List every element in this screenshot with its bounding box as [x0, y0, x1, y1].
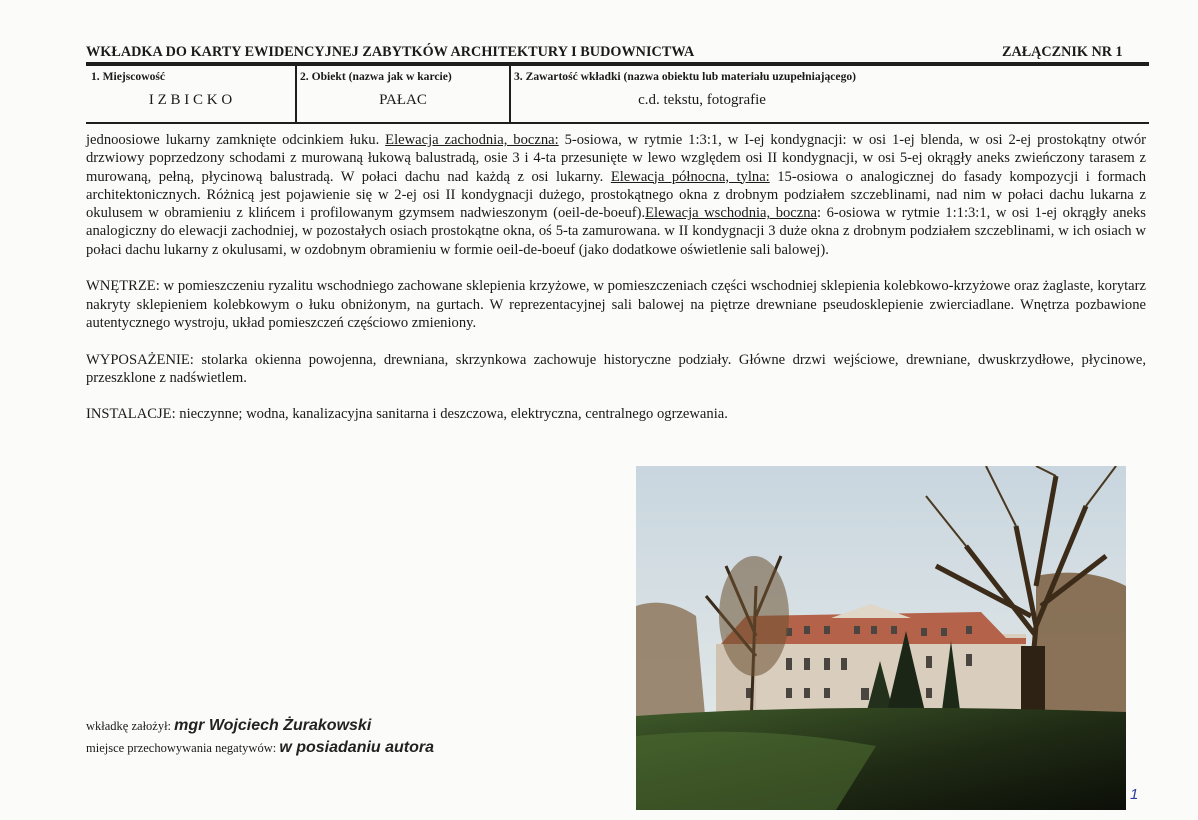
annex-number: ZAŁĄCZNIK NR 1 [1002, 44, 1123, 60]
field-object-value: PAŁAC [379, 92, 427, 108]
negatives-value: w posiadaniu autora [279, 739, 435, 756]
paragraph-installations: INSTALACJE: nieczynne; wodna, kanalizacyjna sanitarna i deszczowa, elektryczna, centralnego ogrzewania. [86, 406, 728, 423]
heading-west-elevation: Elewacja zachodnia, boczna: [385, 132, 559, 148]
field-location-label: 1. Miejscowość [91, 70, 166, 83]
author-label: wkładkę założył: [86, 719, 175, 733]
description-text [86, 131, 1146, 442]
column-divider-1 [295, 64, 297, 123]
footer-credits [86, 715, 434, 759]
paragraph-elevations [86, 131, 1146, 259]
document-title: WKŁADKA DO KARTY EWIDENCYJNEJ ZABYTKÓW ARCHITEKTURY I BUDOWNICTWA [86, 44, 695, 60]
text-run: 5-osiowa, w rytmie 1:3:1, w I-ej kondygnacji: w osi 1-ej blenda, w osi 2-ej prostokątny otwór drzwiowy poprzedzony schodami z murowaną łukową balustradą, osie 3 i 4-ta przesunięte w lewo względem osi II kondygnacji, w osi 5-ej okrągły aneks zwieńczony tarasem z murowaną, pełną, płycinową balustradą. W połaci dachu nad każdą z osi lukarny. [86, 132, 1146, 185]
text-run: jednoosiowe lukarny zamknięte odcinkiem łuku. [86, 132, 386, 148]
heading-east-elevation: Elewacja wschodnia, boczna [645, 205, 818, 222]
field-contents-label: 3. Zawartość wkładki (nazwa obiektu lub materiału uzupełniającego) [514, 70, 857, 83]
paragraph-interior: WNĘTRZE: w pomieszczeniu ryzalitu wschodniego zachowane sklepienia krzyżowe, w pomieszczeniach części wschodniej sklepienia kolebkowo-krzyżowe oraz żaglaste, korytarz nakryty sklepieniem kolebkowym o łuku obniżonym, na gurtach. W reprezentacyjnej sali balowej na piętrze drewniane pseudosklepienie zwierciadlane. Wnętrza pozbawione autentycznego wystroju, układ pomieszczeń częściowo zmieniony. [86, 278, 1146, 331]
text-run: 15-osiowa o analogicznej do fasady kompozycji i formach architektonicznych. Różnicą jest pojawienie się w 2-ej osi II kondygnacji dużego, prostokątnego okna z drobnym podziałem szczeblinami, nad nim w połaci dachu lukarna z okulusem w obramieniu z klińcem i profilowanym gzymsem nadwieszonym (oeil-de-boeuf). [86, 168, 1147, 222]
column-divider-2 [509, 64, 511, 123]
header-rule-bottom [86, 122, 1149, 124]
negatives-label: miejsce przechowywania negatywów: [86, 741, 280, 755]
header-rule-top [86, 62, 1149, 66]
field-object-label: 2. Obiekt (nazwa jak w karcie) [300, 70, 452, 83]
negatives-line [86, 737, 434, 759]
field-location-value: I Z B I C K O [148, 92, 233, 108]
paragraph-furnishings: WYPOSAŻENIE: stolarka okienna powojenna, drewniana, skrzynkowa zachowuje historyczne podziały. Główne drzwi wejściowe, drewniane, dwuskrzydłowe, płycinowe, przeszklone z nadświetlem. [86, 351, 1146, 386]
heading-north-elevation: Elewacja północna, tylna: [610, 168, 770, 185]
author-value: mgr Wojciech Żurakowski [174, 717, 372, 734]
author-line [86, 715, 434, 737]
photo-number: 1 [1130, 786, 1139, 803]
field-contents-value: c.d. tekstu, fotografie [638, 92, 766, 108]
text-run: : 6-osiowa w rytmie 1:1:3:1, w osi 1-ej okrągły aneks analogiczny do elewacji zachodniej, w pozostałych osiach prostokątne okna, oś 5-ta zamurowana. w II kondygnacji 3 duże okna z drobnym podziałem szczeblinami, w ich osiach w połaci dachu lukarny z okulusami, w ozdobnym obramieniu w formie oeil-de-boeuf (jako dodatkowe oświetlenie sali balowej). [86, 205, 1146, 258]
palace-photo [636, 466, 1126, 810]
